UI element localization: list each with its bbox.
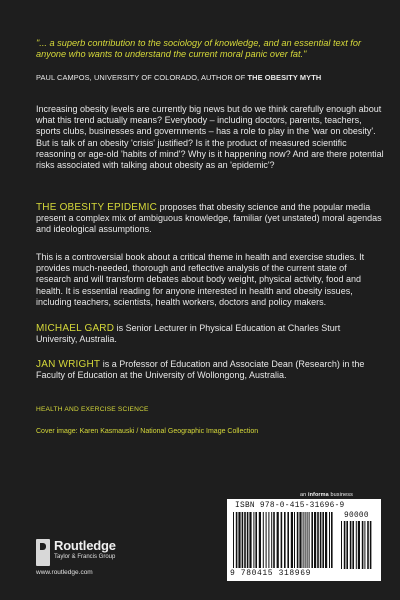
addon-barcode-bars bbox=[341, 521, 375, 569]
publisher-url[interactable]: www.routledge.com bbox=[36, 569, 93, 576]
informa-business-tag: an informa business bbox=[300, 492, 353, 498]
author-bio-text: is Senior Lecturer in Physical Education at Charles Sturt University, Australia. bbox=[36, 323, 341, 345]
ean-digits: 9 780415 318969 bbox=[230, 569, 312, 578]
subject-category: HEALTH AND EXERCISE SCIENCE bbox=[36, 406, 149, 413]
author-name: JAN WRIGHT bbox=[36, 359, 101, 370]
book-summary: proposes that obesity science and the popular media present a complex mix of ambiguous knowledge, familiar (yet unstated) moral agendas and ideological assumptions. bbox=[36, 202, 382, 235]
endorsement-attribution bbox=[36, 73, 381, 82]
description-paragraph: This is a controversial book about a critical theme in health and exercise studies. It provides much-needed, thorough and reflective analysis of the current state of research and will transform debates about body weight, physical activity, food and health. It is essential reading for anyone interested in health and obesity issues, including teachers, scientists, health workers, doctors and policy makers. bbox=[36, 252, 365, 307]
endorsement-quote: "... a superb contribution to the sociology of knowledge, and an essential text for anyone who wants to understand the current moral panic over fat." bbox=[36, 38, 362, 60]
informa-brand: informa bbox=[307, 492, 329, 498]
author-bio-1 bbox=[36, 323, 384, 345]
intro-paragraph: Increasing obesity levels are currently big news but do we think carefully enough about what this trend actually means? Everybody – including doctors, parents, teachers, sports clubs, businesses and governments – has a role to play in the 'war on obesity'. But is talk of an obesity 'crisis' justified? Is it the product of measured scientific reasoning or age-old 'habits of mind'? Why is it happening now? And are there potential risks associated with talking about obesity as an 'epidemic'? bbox=[36, 104, 384, 171]
price-addon-code: 90000 bbox=[344, 512, 369, 520]
author-bio-text: is a Professor of Education and Associate Dean (Research) in the Faculty of Education at the University of Wollongong, Australia. bbox=[36, 359, 365, 381]
book-title: THE OBESITY EPIDEMIC bbox=[36, 202, 158, 213]
routledge-logo-icon bbox=[36, 539, 50, 566]
author-bio-2 bbox=[36, 359, 384, 381]
author-name: MICHAEL GARD bbox=[36, 323, 115, 334]
isbn-number: ISBN 978-0-415-31696-9 bbox=[235, 502, 345, 510]
cover-image-credit: Cover image: Karen Kasmauski / National Geographic Image Collection bbox=[36, 428, 259, 435]
isbn-barcode bbox=[227, 499, 381, 581]
attribution-author: PAUL CAMPOS, UNIVERSITY OF COLORADO, AUTHOR OF bbox=[36, 73, 248, 82]
summary-paragraph bbox=[36, 202, 384, 236]
publisher-name: Routledge bbox=[54, 538, 116, 553]
publisher-block bbox=[36, 537, 176, 592]
attribution-book-title: THE OBESITY MYTH bbox=[247, 73, 322, 82]
publisher-group: Taylor & Francis Group bbox=[54, 554, 116, 560]
ean-barcode-bars bbox=[233, 512, 335, 568]
